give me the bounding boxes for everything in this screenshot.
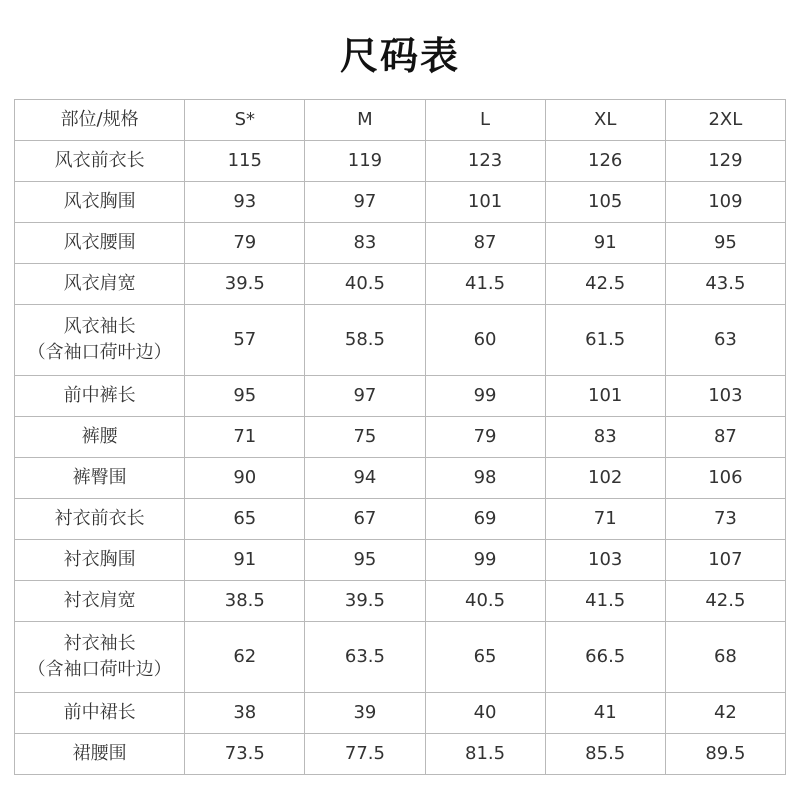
row-value-cell: 41.5 bbox=[425, 264, 545, 305]
row-part-cell bbox=[15, 305, 185, 376]
row-value-cell: 91 bbox=[185, 540, 305, 581]
row-part-label: 前中裤长 bbox=[63, 385, 136, 406]
table-row bbox=[15, 223, 786, 264]
row-value-cell: 126 bbox=[545, 141, 665, 182]
row-value-cell: 42.5 bbox=[665, 581, 785, 622]
table-row bbox=[15, 581, 786, 622]
row-part-cell bbox=[15, 622, 185, 693]
row-part-cell bbox=[15, 458, 185, 499]
row-value-cell: 105 bbox=[545, 182, 665, 223]
header-cell-part: 部位/规格 bbox=[15, 100, 185, 141]
row-value-cell: 71 bbox=[185, 417, 305, 458]
row-value-cell: 57 bbox=[185, 305, 305, 376]
row-value-cell: 67 bbox=[305, 499, 425, 540]
row-value-cell: 68 bbox=[665, 622, 785, 693]
row-value-cell: 99 bbox=[425, 376, 545, 417]
row-value-cell: 83 bbox=[545, 417, 665, 458]
row-part-label: （含袖口荷叶边） bbox=[27, 342, 172, 363]
row-value-cell: 95 bbox=[185, 376, 305, 417]
row-value-cell: 81.5 bbox=[425, 734, 545, 775]
row-part-label: 衬衣前衣长 bbox=[54, 508, 145, 529]
row-value-cell: 91 bbox=[545, 223, 665, 264]
row-part-cell bbox=[15, 499, 185, 540]
row-value-cell: 73 bbox=[665, 499, 785, 540]
row-value-cell: 63 bbox=[665, 305, 785, 376]
row-value-cell: 75 bbox=[305, 417, 425, 458]
row-value-cell: 97 bbox=[305, 376, 425, 417]
row-part-cell bbox=[15, 417, 185, 458]
row-value-cell: 107 bbox=[665, 540, 785, 581]
row-part-cell bbox=[15, 693, 185, 734]
row-value-cell: 61.5 bbox=[545, 305, 665, 376]
row-value-cell: 73.5 bbox=[185, 734, 305, 775]
row-value-cell: 101 bbox=[545, 376, 665, 417]
row-value-cell: 98 bbox=[425, 458, 545, 499]
row-value-cell: 79 bbox=[425, 417, 545, 458]
row-value-cell: 109 bbox=[665, 182, 785, 223]
row-value-cell: 97 bbox=[305, 182, 425, 223]
row-value-cell: 39.5 bbox=[305, 581, 425, 622]
row-part-label: 风衣腰围 bbox=[63, 232, 136, 253]
row-value-cell: 62 bbox=[185, 622, 305, 693]
row-value-cell: 99 bbox=[425, 540, 545, 581]
row-value-cell: 40 bbox=[425, 693, 545, 734]
row-value-cell: 43.5 bbox=[665, 264, 785, 305]
row-part-label: 衬衣肩宽 bbox=[63, 590, 136, 611]
table-row bbox=[15, 141, 786, 182]
row-part-label: 衬衣袖长 bbox=[63, 633, 136, 654]
table-row bbox=[15, 417, 786, 458]
row-part-cell bbox=[15, 264, 185, 305]
table-row bbox=[15, 264, 786, 305]
row-value-cell: 41.5 bbox=[545, 581, 665, 622]
row-value-cell: 123 bbox=[425, 141, 545, 182]
table-row bbox=[15, 499, 786, 540]
row-value-cell: 42.5 bbox=[545, 264, 665, 305]
row-part-cell bbox=[15, 141, 185, 182]
table-row bbox=[15, 693, 786, 734]
row-value-cell: 40.5 bbox=[305, 264, 425, 305]
table-row bbox=[15, 540, 786, 581]
row-value-cell: 87 bbox=[665, 417, 785, 458]
row-value-cell: 101 bbox=[425, 182, 545, 223]
row-value-cell: 103 bbox=[545, 540, 665, 581]
table-body bbox=[15, 100, 786, 775]
row-value-cell: 79 bbox=[185, 223, 305, 264]
row-value-cell: 65 bbox=[185, 499, 305, 540]
row-value-cell: 93 bbox=[185, 182, 305, 223]
row-part-label: 裤腰 bbox=[81, 426, 118, 447]
size-chart-table bbox=[14, 99, 786, 775]
row-part-cell bbox=[15, 540, 185, 581]
row-part-label: 前中裙长 bbox=[63, 702, 136, 723]
table-row bbox=[15, 734, 786, 775]
header-cell-size: S* bbox=[185, 100, 305, 141]
row-value-cell: 38 bbox=[185, 693, 305, 734]
row-value-cell: 66.5 bbox=[545, 622, 665, 693]
row-value-cell: 69 bbox=[425, 499, 545, 540]
row-value-cell: 90 bbox=[185, 458, 305, 499]
row-value-cell: 87 bbox=[425, 223, 545, 264]
row-value-cell: 83 bbox=[305, 223, 425, 264]
row-part-label: 衬衣胸围 bbox=[63, 549, 136, 570]
table-row bbox=[15, 182, 786, 223]
header-cell-size: XL bbox=[545, 100, 665, 141]
row-part-label: 风衣前衣长 bbox=[54, 150, 145, 171]
row-part-cell bbox=[15, 182, 185, 223]
row-value-cell: 77.5 bbox=[305, 734, 425, 775]
row-value-cell: 102 bbox=[545, 458, 665, 499]
row-value-cell: 94 bbox=[305, 458, 425, 499]
row-part-label: 裙腰围 bbox=[72, 743, 127, 764]
row-part-label: （含袖口荷叶边） bbox=[27, 659, 172, 680]
row-value-cell: 103 bbox=[665, 376, 785, 417]
row-part-cell bbox=[15, 734, 185, 775]
table-row bbox=[15, 305, 786, 376]
header-cell-size: M bbox=[305, 100, 425, 141]
row-value-cell: 41 bbox=[545, 693, 665, 734]
row-value-cell: 40.5 bbox=[425, 581, 545, 622]
row-part-cell bbox=[15, 376, 185, 417]
row-part-label: 风衣胸围 bbox=[63, 191, 136, 212]
row-part-cell bbox=[15, 581, 185, 622]
header-cell-size: 2XL bbox=[665, 100, 785, 141]
row-value-cell: 39.5 bbox=[185, 264, 305, 305]
row-value-cell: 89.5 bbox=[665, 734, 785, 775]
row-value-cell: 106 bbox=[665, 458, 785, 499]
row-value-cell: 65 bbox=[425, 622, 545, 693]
table-header-row bbox=[15, 100, 786, 141]
row-part-cell bbox=[15, 223, 185, 264]
row-value-cell: 39 bbox=[305, 693, 425, 734]
row-value-cell: 38.5 bbox=[185, 581, 305, 622]
row-value-cell: 71 bbox=[545, 499, 665, 540]
row-value-cell: 95 bbox=[305, 540, 425, 581]
header-cell-size: L bbox=[425, 100, 545, 141]
page-title: 尺码表 bbox=[339, 33, 460, 78]
row-part-label: 裤臀围 bbox=[72, 467, 127, 488]
row-part-label: 风衣肩宽 bbox=[63, 273, 136, 294]
row-value-cell: 85.5 bbox=[545, 734, 665, 775]
row-value-cell: 115 bbox=[185, 141, 305, 182]
table-row bbox=[15, 376, 786, 417]
row-value-cell: 58.5 bbox=[305, 305, 425, 376]
row-value-cell: 95 bbox=[665, 223, 785, 264]
table-row bbox=[15, 458, 786, 499]
table-row bbox=[15, 622, 786, 693]
row-value-cell: 42 bbox=[665, 693, 785, 734]
row-value-cell: 119 bbox=[305, 141, 425, 182]
row-value-cell: 60 bbox=[425, 305, 545, 376]
row-part-label: 风衣袖长 bbox=[63, 316, 136, 337]
row-value-cell: 63.5 bbox=[305, 622, 425, 693]
row-value-cell: 129 bbox=[665, 141, 785, 182]
